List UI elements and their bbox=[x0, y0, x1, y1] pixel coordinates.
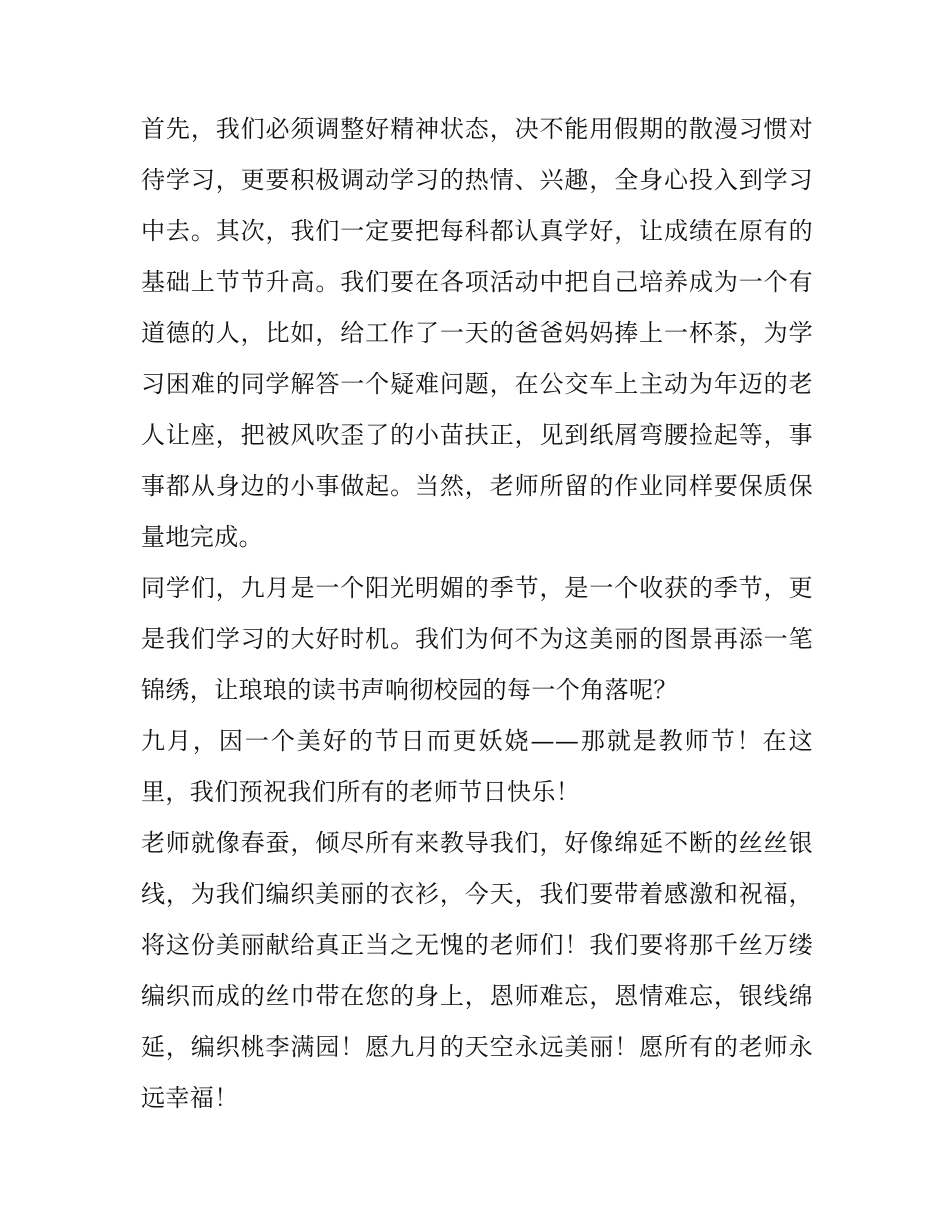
paragraph-3: 九月，因一个美好的节日而更妖娆——那就是教师节！在这里，我们预祝我们所有的老师节日快乐！ bbox=[141, 727, 813, 806]
document-body bbox=[141, 104, 813, 1124]
paragraph-1: 首先，我们必须调整好精神状态，决不能用假期的散漫习惯对待学习，更要积极调动学习的热情、兴趣，全身心投入到学习中去。其次，我们一定要把每科都认真学好，让成绩在原有的基础上节节升高。我们要在各项活动中把自己培养成为一个有道德的人，比如，给工作了一天的爸爸妈妈捧上一杯茶，为学习困难的同学解答一个疑难问题，在公交车上主动为年迈的老人让座，把被风吹歪了的小苗扶正，见到纸屑弯腰捡起等，事事都从身边的小事做起。当然，老师所留的作业同样要保质保量地完成。 bbox=[141, 115, 813, 551]
paragraph-2: 同学们，九月是一个阳光明媚的季节，是一个收获的季节，更是我们学习的大好时机。我们为何不为这美丽的图景再添一笔锦绣，让琅琅的读书声响彻校园的每一个角落呢？ bbox=[141, 574, 813, 704]
paragraph-4: 老师就像春蚕，倾尽所有来教导我们，好像绵延不断的丝丝银线，为我们编织美丽的衣衫，今天，我们要带着感激和祝福，将这份美丽献给真正当之无愧的老师们！我们要将那千丝万缕编织而成的丝巾带在您的身上，恩师难忘，恩情难忘，银线绵延，编织桃李满园！愿九月的天空永远美丽！愿所有的老师永远幸福！ bbox=[141, 829, 813, 1112]
